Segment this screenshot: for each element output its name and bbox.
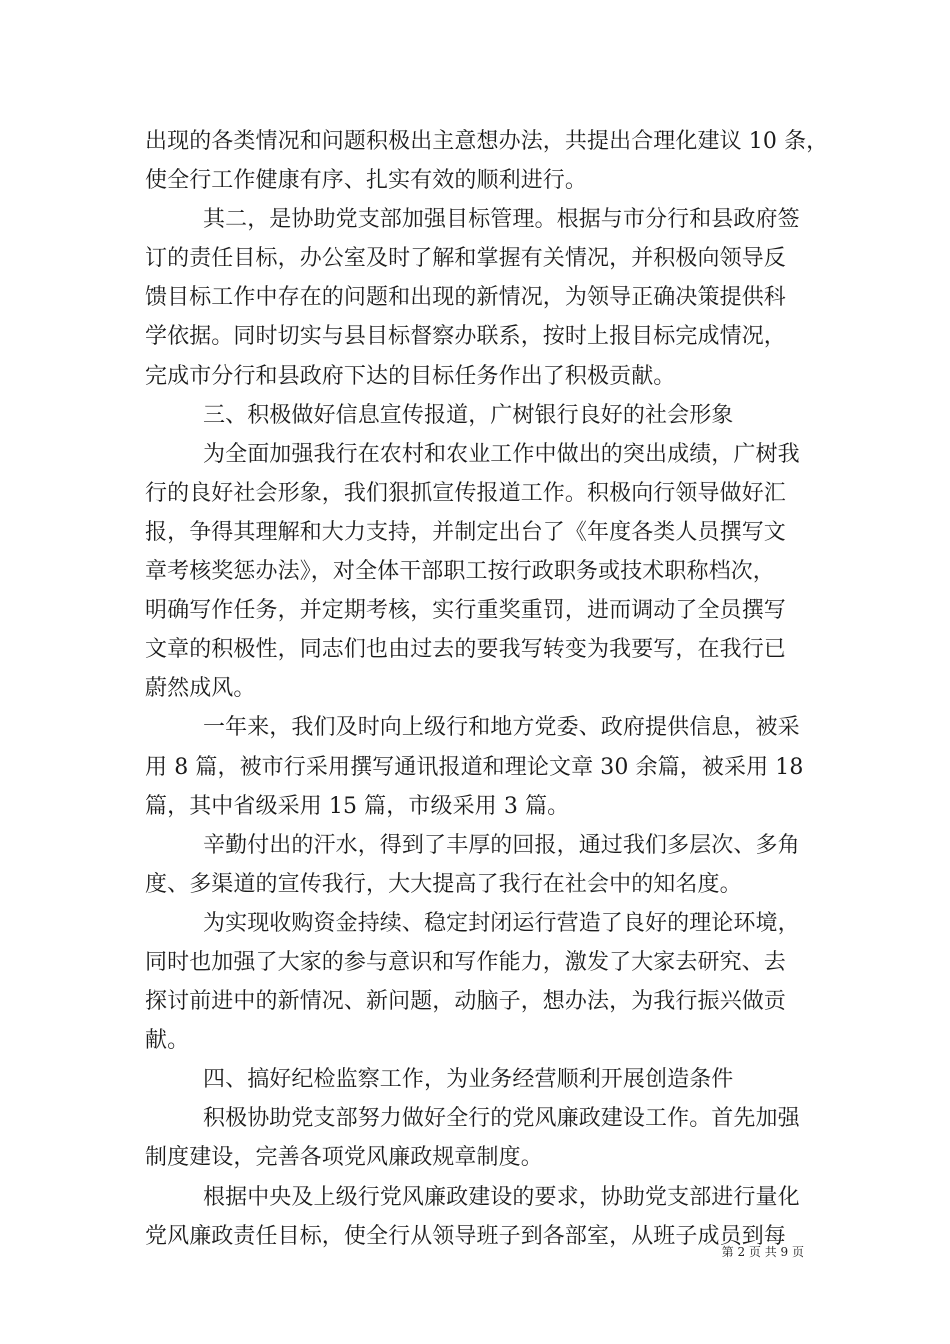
text-line: 献。 [145,1028,190,1054]
text-line: 探讨前进中的新情况、新问题，动脑子，想办法，为我行振兴做贡 [145,989,786,1015]
section-heading: 四、搞好纪检监察工作，为业务经营顺利开展创造条件 [203,1067,734,1093]
text-line: 出现的各类情况和问题积极出主意想办法，共提出合理化建议 10 条， [145,129,829,154]
body-text [145,122,829,1256]
text-line: 文章的积极性，同志们也由过去的要我写转变为我要写，在我行已 [145,637,786,663]
text-line: 为实现收购资金持续、稳定封闭运行营造了良好的理论环境， [203,910,800,936]
text-line: 馈目标工作中存在的问题和出现的新情况，为领导正确决策提供科 [145,285,786,311]
text-line: 蔚然成风。 [145,676,256,702]
page-number-footer: 第 2 页 共 9 页 [721,1245,804,1259]
text-line: 一年来，我们及时向上级行和地方党委、政府提供信息，被采 [203,715,800,741]
text-line: 积极协助党支部努力做好全行的党风廉政建设工作。首先加强 [203,1106,800,1132]
text-line: 学依据。同时切实与县目标督察办联系，按时上报目标完成情况， [145,324,786,350]
text-line: 完成市分行和县政府下达的目标任务作出了积极贡献。 [145,363,676,389]
text-line: 订的责任目标，办公室及时了解和掌握有关情况，并积极向领导反 [145,246,786,272]
text-line: 篇，其中省级采用 15 篇，市级采用 3 篇。 [145,793,570,819]
text-line: 报，争得其理解和大力支持，并制定出台了《年度各类人员撰写文 [145,519,786,545]
text-line: 根据中央及上级行党风廉政建设的要求，协助党支部进行量化 [203,1184,800,1210]
text-line: 章考核奖惩办法》，对全体干部职工按行政职务或技术职称档次， [145,559,775,585]
text-line: 使全行工作健康有序、扎实有效的顺利进行。 [145,168,588,194]
text-line: 行的良好社会形象，我们狠抓宣传报道工作。积极向行领导做好汇 [145,480,786,506]
text-line: 辛勤付出的汗水，得到了丰厚的回报，通过我们多层次、多角 [203,832,800,858]
text-line: 明确写作任务，并定期考核，实行重奖重罚，进而调动了全员撰写 [145,598,786,624]
text-line: 度、多渠道的宣传我行，大大提高了我行在社会中的知名度。 [145,871,742,897]
text-line: 党风廉政责任目标，使全行从领导班子到各部室，从班子成员到每 [145,1223,786,1249]
text-line: 制度建设，完善各项党风廉政规章制度。 [145,1145,543,1171]
text-line: 同时也加强了大家的参与意识和写作能力，激发了大家去研究、去 [145,949,786,975]
section-heading: 三、积极做好信息宣传报道，广树银行良好的社会形象 [203,402,734,428]
text-line: 为全面加强我行在农村和农业工作中做出的突出成绩，广树我 [203,441,800,467]
text-line: 用 8 篇，被市行采用撰写通讯报道和理论文章 30 余篇，被采用 18 [145,754,804,780]
text-line: 其二，是协助党支部加强目标管理。根据与市分行和县政府签 [203,207,800,233]
